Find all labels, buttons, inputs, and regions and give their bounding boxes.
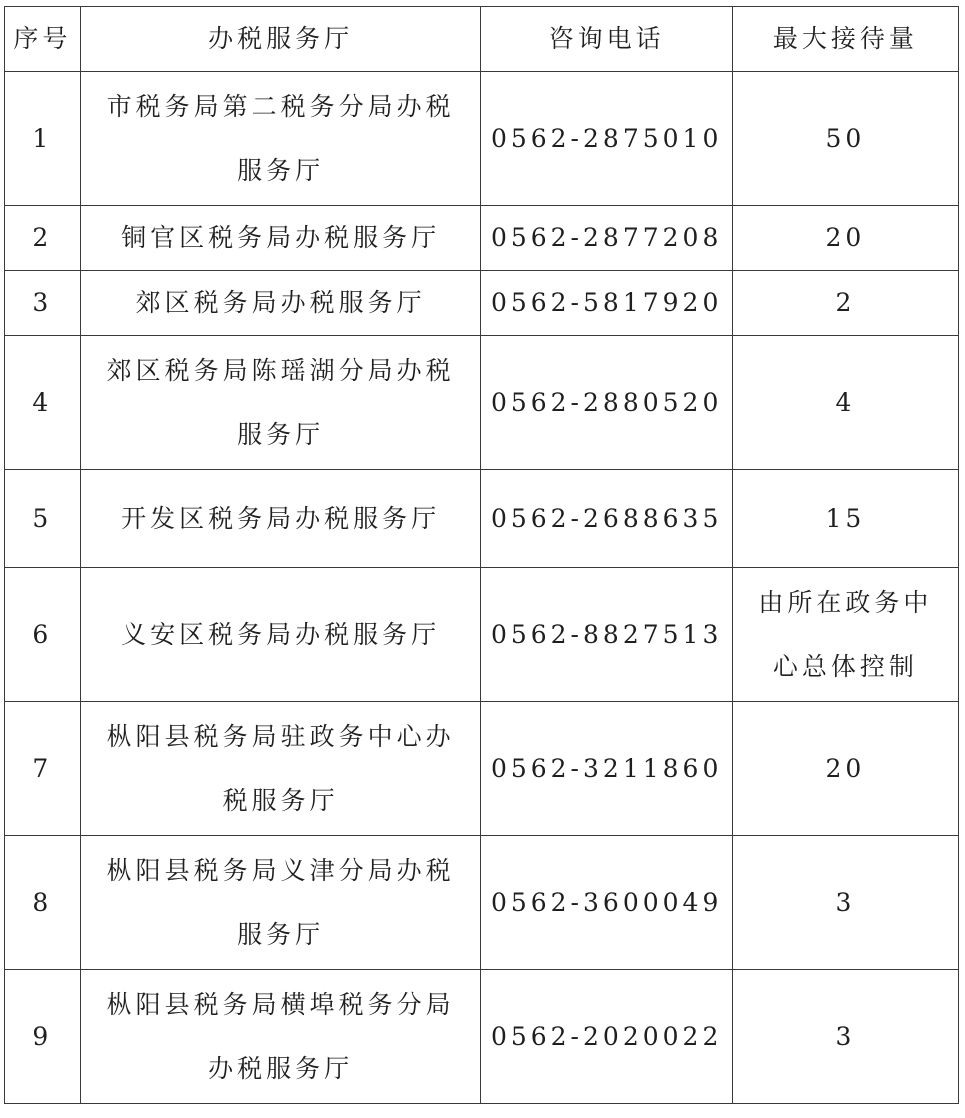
table-row	[5, 72, 959, 206]
table-row	[5, 336, 959, 470]
row-no: 1	[5, 72, 81, 206]
row-no: 3	[5, 271, 81, 336]
hall-name: 开发区税务局办税服务厅	[121, 503, 441, 533]
row-hall	[80, 206, 481, 271]
table-row	[5, 702, 959, 836]
hall-name: 义安区税务局办税服务厅	[121, 619, 441, 649]
row-capacity: 3	[732, 970, 958, 1104]
hall-name: 枞阳县税务局驻政务中心办税服务厅	[106, 721, 455, 815]
table-header-row	[5, 7, 959, 72]
hall-name: 铜官区税务局办税服务厅	[121, 223, 441, 252]
row-phone: 0562-2877208	[481, 206, 732, 271]
row-phone: 0562-2688635	[481, 470, 732, 568]
row-hall	[80, 271, 481, 336]
header-phone: 咨询电话	[481, 7, 732, 72]
table-row	[5, 836, 959, 970]
table-row	[5, 568, 959, 702]
row-phone: 0562-2875010	[481, 72, 732, 206]
row-capacity	[732, 568, 958, 702]
row-phone: 0562-3600049	[481, 836, 732, 970]
hall-name: 枞阳县税务局义津分局办税服务厅	[106, 855, 455, 949]
table-row	[5, 271, 959, 336]
row-hall	[80, 568, 481, 702]
row-phone: 0562-5817920	[481, 271, 732, 336]
row-hall	[80, 336, 481, 470]
row-capacity: 2	[732, 271, 958, 336]
hall-name: 郊区税务局陈瑶湖分局办税服务厅	[106, 355, 455, 449]
row-no: 4	[5, 336, 81, 470]
row-capacity: 15	[732, 470, 958, 568]
row-phone: 0562-8827513	[481, 568, 732, 702]
row-hall	[80, 72, 481, 206]
row-no: 6	[5, 568, 81, 702]
row-no: 7	[5, 702, 81, 836]
capacity-text: 由所在政务中心总体控制	[758, 587, 933, 681]
row-no: 2	[5, 206, 81, 271]
header-no: 序号	[5, 7, 81, 72]
row-no: 5	[5, 470, 81, 568]
header-hall: 办税服务厅	[80, 7, 481, 72]
row-capacity: 50	[732, 72, 958, 206]
hall-name: 郊区税务局办税服务厅	[135, 288, 426, 317]
row-phone: 0562-3211860	[481, 702, 732, 836]
row-no: 9	[5, 970, 81, 1104]
row-hall	[80, 836, 481, 970]
row-hall	[80, 702, 481, 836]
row-phone: 0562-2020022	[481, 970, 732, 1104]
row-capacity: 4	[732, 336, 958, 470]
table-row	[5, 970, 959, 1104]
row-hall	[80, 470, 481, 568]
row-hall	[80, 970, 481, 1104]
hall-name: 枞阳县税务局横埠税务分局办税服务厅	[106, 989, 455, 1083]
table-row	[5, 470, 959, 568]
table-row	[5, 206, 959, 271]
row-no: 8	[5, 836, 81, 970]
row-phone: 0562-2880520	[481, 336, 732, 470]
header-capacity: 最大接待量	[732, 7, 958, 72]
hall-name: 市税务局第二税务分局办税服务厅	[106, 91, 455, 185]
row-capacity: 20	[732, 206, 958, 271]
row-capacity: 20	[732, 702, 958, 836]
tax-hall-table	[4, 6, 959, 1104]
row-capacity: 3	[732, 836, 958, 970]
